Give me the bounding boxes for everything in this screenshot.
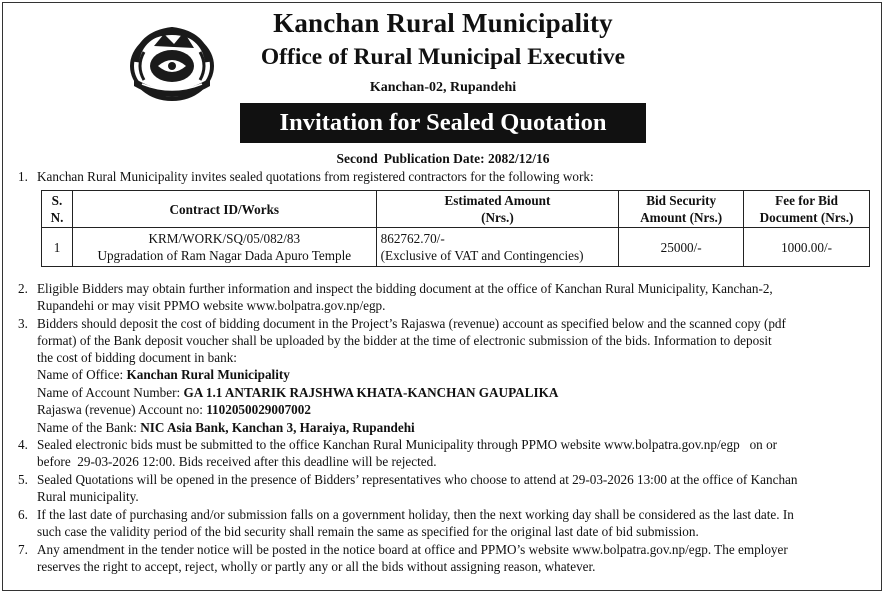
header-sn-line2: N. (50, 210, 64, 225)
header-contract: Contract ID/Works (72, 191, 376, 228)
account-number-value: 1102050029007002 (206, 402, 311, 417)
header-security (619, 191, 744, 228)
contract-id: KRM/WORK/SQ/05/082/83 (148, 231, 301, 246)
paragraph-5-line: Rural municipality. (37, 489, 139, 504)
paragraph-3-line: format) of the Bank deposit voucher shall be uploaded by the bidder at the time of electronic submission of the bids. Information to deposit (37, 333, 772, 348)
item-number: 4. (18, 437, 28, 452)
paragraph-2-line: Eligible Bidders may obtain further information and inspect the bidding document at the office of Kanchan Rural Municipality, Kanchan-2, (37, 281, 773, 296)
item-number: 6. (18, 507, 28, 522)
paragraph-4-line: Sealed electronic bids must be submitted to the office Kanchan Rural Municipality through PPMO website www.bolpatra.gov.np/egp on or (37, 437, 778, 452)
cell-sn: 1 (42, 228, 73, 267)
paragraph-6-line: If the last date of purchasing and/or submission falls on a government holiday, then the next working day shall be considered as the last date. In (37, 507, 794, 522)
header-amount-line1: Estimated Amount (444, 193, 551, 208)
amount-value: 862762.70/- (380, 231, 445, 246)
header-sn (42, 191, 73, 228)
notice-banner: Invitation for Sealed Quotation (240, 103, 646, 143)
contract-work: Upgradation of Ram Nagar Dada Apuro Temple (97, 248, 352, 263)
publication-date-value: Publication Date: 2082/12/16 (383, 151, 550, 166)
office-address: Kanchan-02, Rupandehi (369, 80, 517, 95)
cell-contract (72, 228, 376, 267)
office-name-line (37, 367, 290, 383)
amount-note: (Exclusive of VAT and Contingencies) (380, 248, 584, 263)
office-name-value: Kanchan Rural Municipality (126, 367, 290, 382)
office-subtitle: Office of Rural Municipal Executive (260, 44, 626, 70)
publication-date (0, 151, 886, 167)
office-name-label: Name of Office: (37, 367, 127, 382)
header-fee-line2: Document (Nrs.) (759, 210, 854, 225)
paragraph-1: Kanchan Rural Municipality invites sealed quotations from registered contractors for the following work: (37, 169, 594, 184)
item-number: 3. (18, 316, 28, 331)
bank-name-line (37, 420, 415, 436)
municipality-title: Kanchan Rural Municipality (273, 8, 613, 38)
item-number: 7. (18, 542, 28, 557)
paragraph-7-line: reserves the right to accept, reject, wholly or partly any or all the bids without assigning reason, whatever. (37, 559, 596, 574)
header-fee (744, 191, 870, 228)
cell-fee: 1000.00/- (744, 228, 870, 267)
paragraph-5-line: Sealed Quotations will be opened in the presence of Bidders’ representatives who choose to attend at 29-03-2026 13:00 at the office of Kanchan (37, 472, 798, 487)
header-amount (376, 191, 619, 228)
paragraph-3-line: Bidders should deposit the cost of bidding document in the Project’s Rajaswa (revenue) account as specified below and the scanned copy (pdf (37, 316, 786, 331)
publication-label: Second (336, 151, 378, 166)
header-security-line1: Bid Security (646, 193, 717, 208)
item-number: 5. (18, 472, 28, 487)
paragraph-7-line: Any amendment in the tender notice will be posted in the notice board at office and PPMO’s website www.bolpatra.gov.np/egp. The employer (37, 542, 788, 557)
paragraph-2-line: Rupandehi or may visit PPMO website www.bolpatra.gov.np/egp. (37, 298, 386, 313)
item-number: 1. (18, 169, 28, 184)
header-security-line2: Amount (Nrs.) (640, 210, 723, 225)
works-table (41, 190, 870, 267)
account-name-value: GA 1.1 ANTARIK RAJSHWA KHATA-KANCHAN GAUPALIKA (183, 385, 559, 400)
table-header-row (42, 191, 870, 228)
header-fee-line1: Fee for Bid (775, 193, 838, 208)
paragraph-3-line: the cost of bidding document in bank: (37, 350, 237, 365)
paragraph-4-line: before 29-03-2026 12:00. Bids received after this deadline will be rejected. (37, 454, 437, 469)
bank-name-value: NIC Asia Bank, Kanchan 3, Haraiya, Rupandehi (140, 420, 415, 435)
table-row (42, 228, 870, 267)
paragraph-6-line: such case the validity period of the bid security shall remain the same as specified for the original last date of bid submission. (37, 524, 699, 539)
account-number-line (37, 402, 311, 418)
bank-name-label: Name of the Bank: (37, 420, 141, 435)
cell-security: 25000/- (619, 228, 744, 267)
item-number: 2. (18, 281, 28, 296)
header-amount-line2: (Nrs.) (481, 210, 514, 225)
cell-amount (376, 228, 619, 267)
account-name-line (37, 385, 558, 401)
account-number-label: Rajaswa (revenue) Account no: (37, 402, 207, 417)
account-name-label: Name of Account Number: (37, 385, 184, 400)
header-sn-line1: S. (51, 193, 63, 208)
